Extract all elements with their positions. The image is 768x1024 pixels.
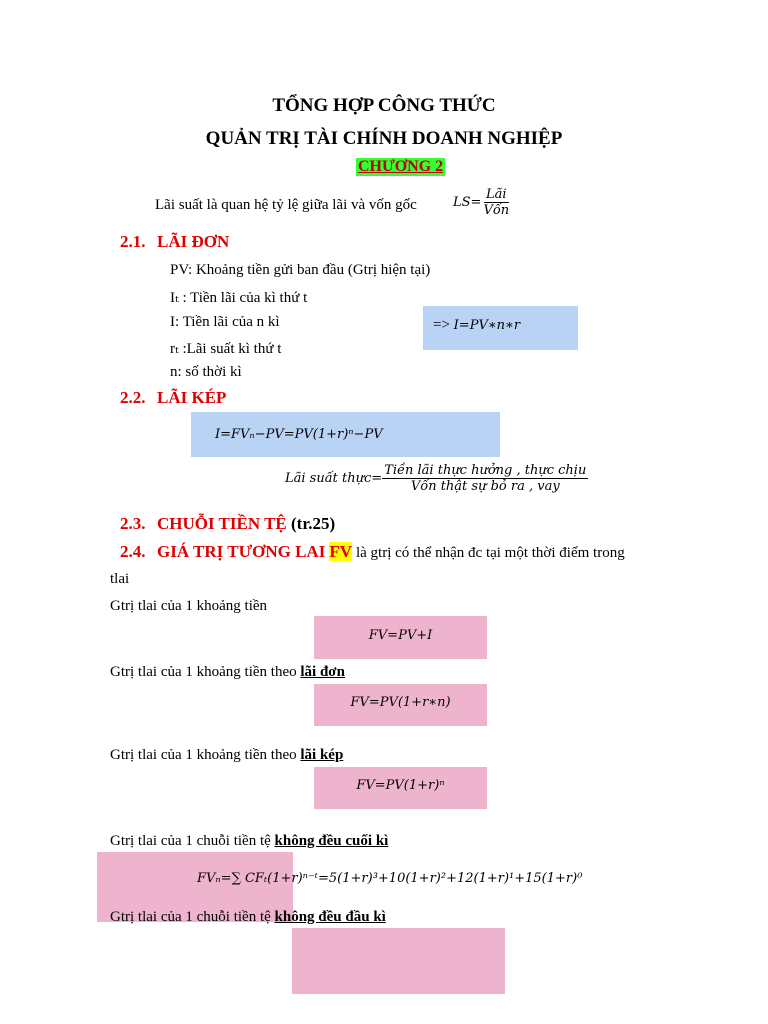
- fv-compound-formula-box: [314, 767, 487, 809]
- fv-label-uneven-end: [110, 833, 388, 850]
- section-title: LÃI KÉP: [157, 388, 227, 407]
- ls-numerator: Lãi: [486, 187, 507, 202]
- compound-interest-formula: I=FVₙ−PV=PV(1+r)ⁿ−PV: [215, 427, 383, 442]
- fv-highlight: FV: [329, 542, 352, 561]
- real-rate-denominator: Vốn thật sự bỏ ra , vay: [410, 479, 560, 494]
- fv-label-compound-under: lãi kép: [300, 747, 344, 763]
- section-number: 2.1.: [120, 232, 146, 251]
- fv-label-compound: [110, 747, 343, 764]
- ls-fraction: [481, 187, 511, 218]
- section-title: LÃI ĐƠN: [157, 232, 230, 251]
- fv-simple-formula-box: [314, 684, 487, 726]
- definition-pv: PV: Khoảng tiền gửi ban đầu (Gtrị hiện tại): [170, 262, 431, 278]
- section-title: GIÁ TRỊ TƯƠNG LAI: [157, 542, 326, 561]
- fv-uneven-begin-formula-box: [292, 928, 505, 994]
- real-rate-lhs: Lãi suất thực=: [285, 471, 383, 486]
- section-title: CHUỖI TIỀN TỆ: [157, 514, 287, 533]
- fv-description: là gtrị có thể nhận đc tại một thời điểm trong: [355, 545, 625, 561]
- ls-lhs: LS=: [453, 195, 482, 210]
- fv-label-uneven-begin-text: Gtrị tlai của 1 chuỗi tiền tệ: [110, 909, 271, 925]
- fv-label-amount: Gtrị tlai của 1 khoảng tiền: [110, 598, 268, 614]
- fv-label-simple-under: lãi đơn: [300, 664, 345, 680]
- page-title: TỔNG HỢP CÔNG THỨC: [272, 95, 496, 116]
- ls-denominator: Vốn: [483, 203, 510, 218]
- definition-i: I: Tiền lãi của n kì: [170, 314, 280, 330]
- simple-interest-formula: I=PV∗n∗r: [453, 318, 521, 333]
- definition-it: Iₜ : Tiền lãi của kì thứ t: [170, 290, 308, 306]
- formula-arrow: =>: [433, 317, 450, 333]
- section-number: 2.3.: [120, 514, 146, 533]
- definition-rt: rₜ :Lãi suất kì thứ t: [170, 341, 282, 357]
- fv-simple-formula: FV=PV(1+r∗n): [350, 695, 451, 710]
- fv-label-simple: [110, 664, 345, 681]
- fv-label-compound-text: Gtrị tlai của 1 khoảng tiền theo: [110, 747, 297, 763]
- fv-label-simple-text: Gtrị tlai của 1 khoảng tiền theo: [110, 664, 297, 680]
- definition-n: n: số thời kì: [170, 364, 242, 380]
- intro-text: Lãi suất là quan hệ tỷ lệ giữa lãi và vốn gốc: [155, 197, 417, 213]
- fv-label-uneven-end-text: Gtrị tlai của 1 chuỗi tiền tệ: [110, 833, 271, 849]
- fv-compound-formula: FV=PV(1+r)ⁿ: [356, 778, 445, 793]
- fv-label-uneven-begin: [110, 909, 386, 926]
- fv-amount-formula-box: [314, 616, 487, 659]
- section-2-4-heading: [120, 542, 625, 562]
- section-number: 2.4.: [120, 542, 146, 561]
- section-2-1-heading: [120, 232, 229, 252]
- real-rate-formula: [285, 463, 588, 494]
- section-page-ref: (tr.25): [291, 514, 336, 533]
- section-2-2-heading: [120, 388, 226, 408]
- simple-interest-formula-box: [423, 306, 578, 350]
- real-rate-fraction: [382, 463, 588, 494]
- fv-amount-formula: FV=PV+I: [368, 628, 433, 643]
- chapter-label: CHƯƠNG 2: [358, 158, 444, 175]
- section-2-3-heading: [120, 514, 335, 534]
- page-subtitle: QUẢN TRỊ TÀI CHÍNH DOANH NGHIỆP: [205, 128, 563, 149]
- section-number: 2.2.: [120, 388, 146, 407]
- real-rate-numerator: Tiền lãi thực hưởng , thực chịu: [384, 463, 587, 478]
- fv-label-uneven-end-under: không đều cuối kì: [274, 833, 389, 849]
- compound-interest-formula-box: [191, 412, 500, 457]
- fv-description-cont: tlai: [110, 571, 130, 587]
- fv-uneven-end-formula: FVₙ=∑ CFₜ(1+r)ⁿ⁻ᵗ=5(1+r)³+10(1+r)²+12(1+r)¹+15(1+r)⁰: [197, 871, 583, 886]
- fv-label-uneven-begin-under: không đều đầu kì: [274, 909, 386, 925]
- ls-formula: [453, 187, 511, 218]
